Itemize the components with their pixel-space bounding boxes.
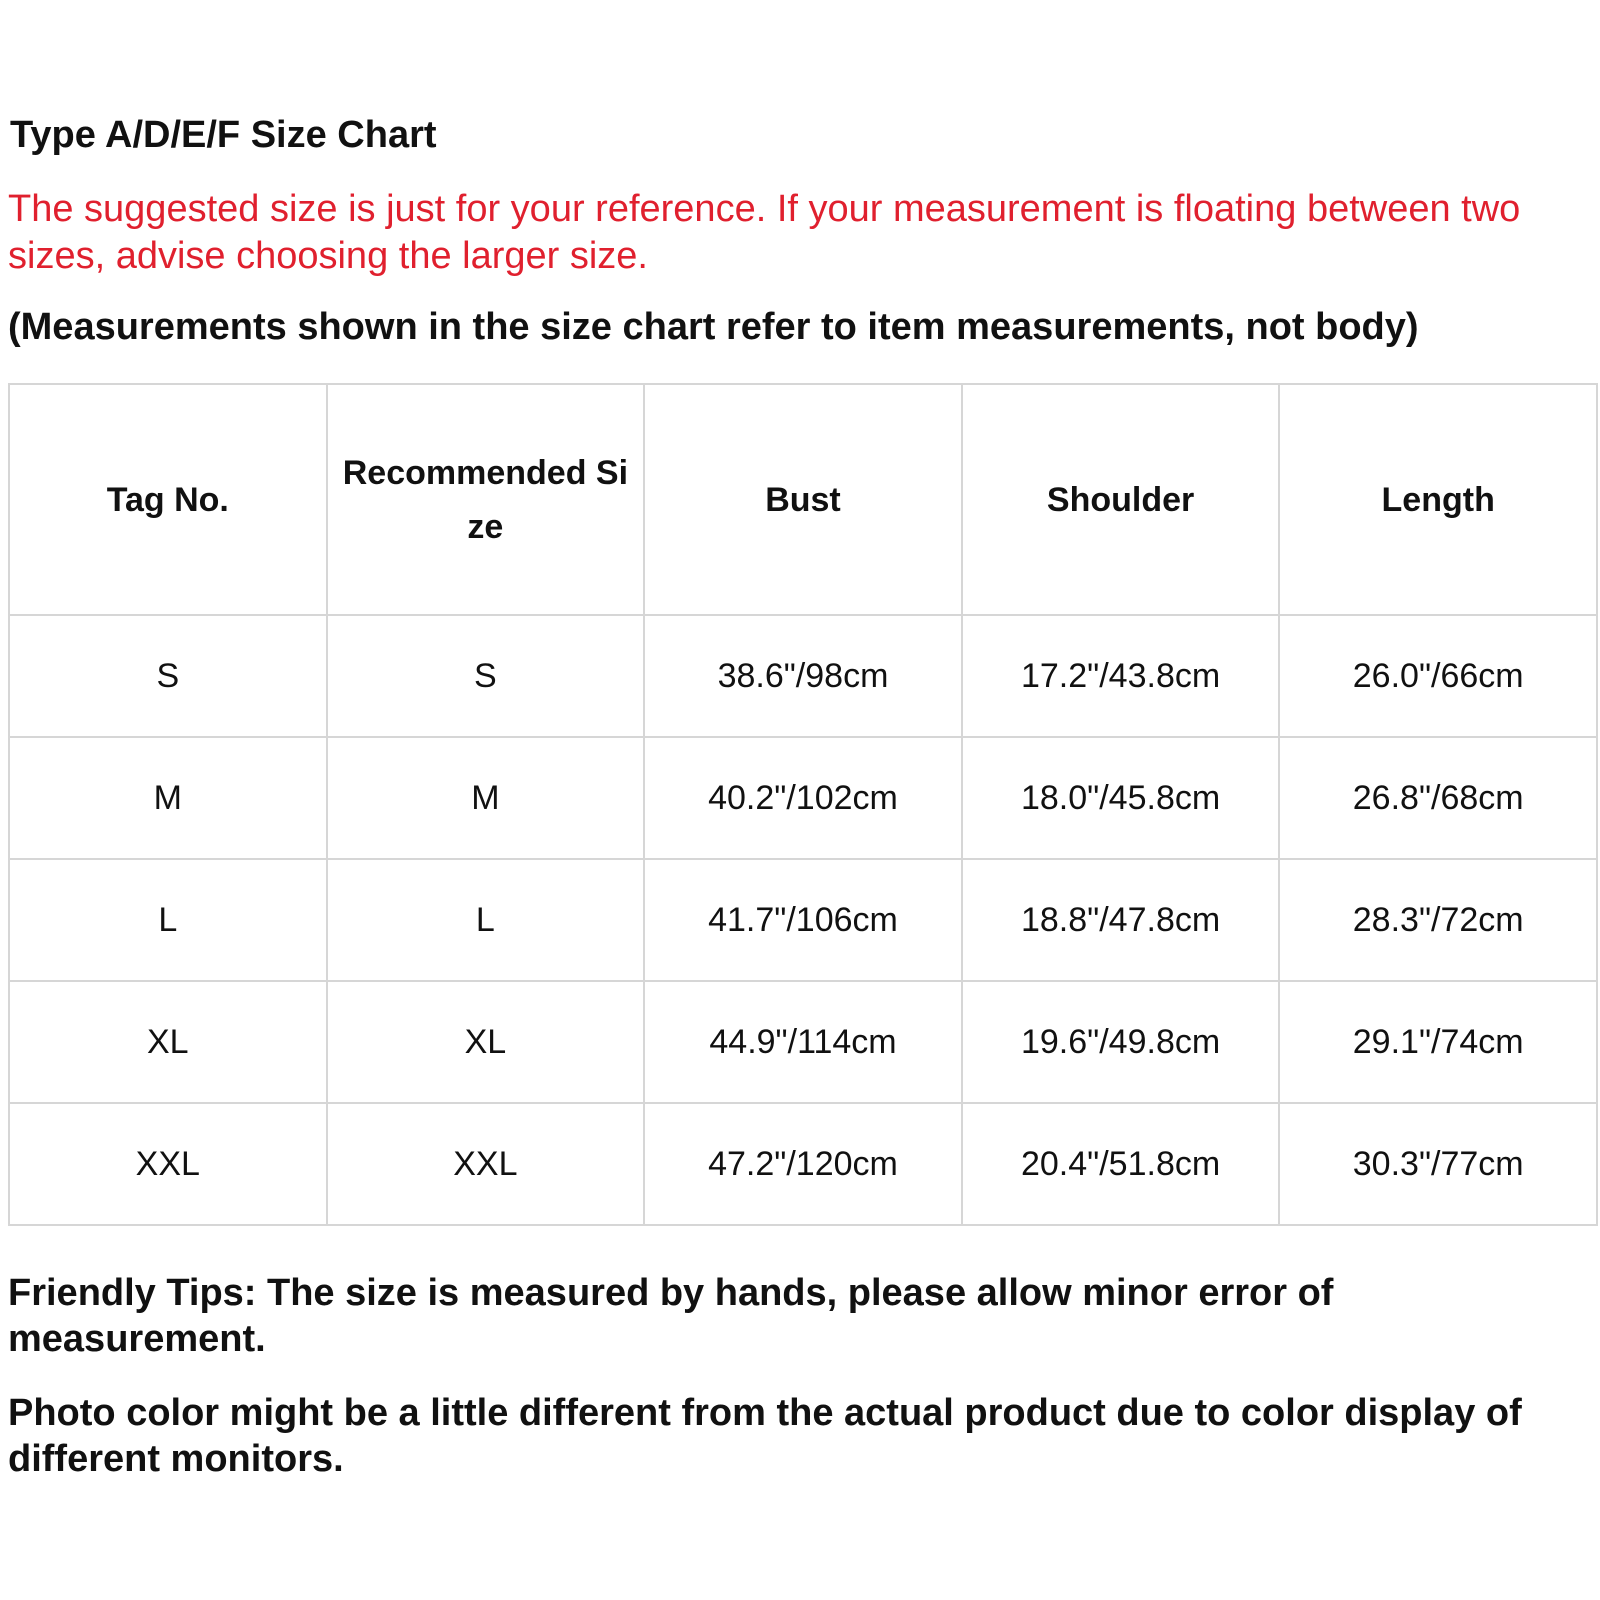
size-table	[8, 383, 1598, 1226]
cell-shoulder: 20.4"/51.8cm	[962, 1103, 1280, 1225]
cell-bust: 47.2"/120cm	[644, 1103, 962, 1225]
cell-recommended-size: XXL	[327, 1103, 645, 1225]
cell-length: 26.0"/66cm	[1279, 615, 1597, 737]
size-notice: The suggested size is just for your reference. If your measurement is floating between two sizes, advise choosing the larger size.	[8, 188, 1521, 277]
header-length: Length	[1279, 384, 1597, 615]
cell-length: 29.1"/74cm	[1279, 981, 1597, 1103]
cell-length: 28.3"/72cm	[1279, 859, 1597, 981]
cell-length: 26.8"/68cm	[1279, 737, 1597, 859]
cell-shoulder: 18.0"/45.8cm	[962, 737, 1280, 859]
cell-tag-no: S	[9, 615, 327, 737]
cell-tag-no: XXL	[9, 1103, 327, 1225]
table-row	[9, 737, 1597, 859]
cell-shoulder: 19.6"/49.8cm	[962, 981, 1280, 1103]
table-header-row	[9, 384, 1597, 615]
measurement-note: (Measurements shown in the size chart refer to item measurements, not body)	[8, 306, 1419, 348]
cell-bust: 44.9"/114cm	[644, 981, 962, 1103]
table-row	[9, 615, 1597, 737]
table-row	[9, 1103, 1597, 1225]
header-bust: Bust	[644, 384, 962, 615]
cell-length: 30.3"/77cm	[1279, 1103, 1597, 1225]
photo-color-note: Photo color might be a little different from the actual product due to color display of different monitors.	[8, 1392, 1522, 1480]
friendly-tips: Friendly Tips: The size is measured by hands, please allow minor error of measurement.	[8, 1272, 1334, 1360]
table-row	[9, 981, 1597, 1103]
cell-tag-no: L	[9, 859, 327, 981]
cell-recommended-size: L	[327, 859, 645, 981]
cell-bust: 38.6"/98cm	[644, 615, 962, 737]
cell-bust: 40.2"/102cm	[644, 737, 962, 859]
cell-bust: 41.7"/106cm	[644, 859, 962, 981]
cell-tag-no: XL	[9, 981, 327, 1103]
cell-shoulder: 17.2"/43.8cm	[962, 615, 1280, 737]
page-title: Type A/D/E/F Size Chart	[10, 114, 437, 156]
cell-recommended-size: S	[327, 615, 645, 737]
table-row	[9, 859, 1597, 981]
header-recommended-size: Recommended Size	[327, 384, 645, 615]
header-tag-no: Tag No.	[9, 384, 327, 615]
header-shoulder: Shoulder	[962, 384, 1280, 615]
cell-shoulder: 18.8"/47.8cm	[962, 859, 1280, 981]
cell-recommended-size: XL	[327, 981, 645, 1103]
cell-recommended-size: M	[327, 737, 645, 859]
cell-tag-no: M	[9, 737, 327, 859]
